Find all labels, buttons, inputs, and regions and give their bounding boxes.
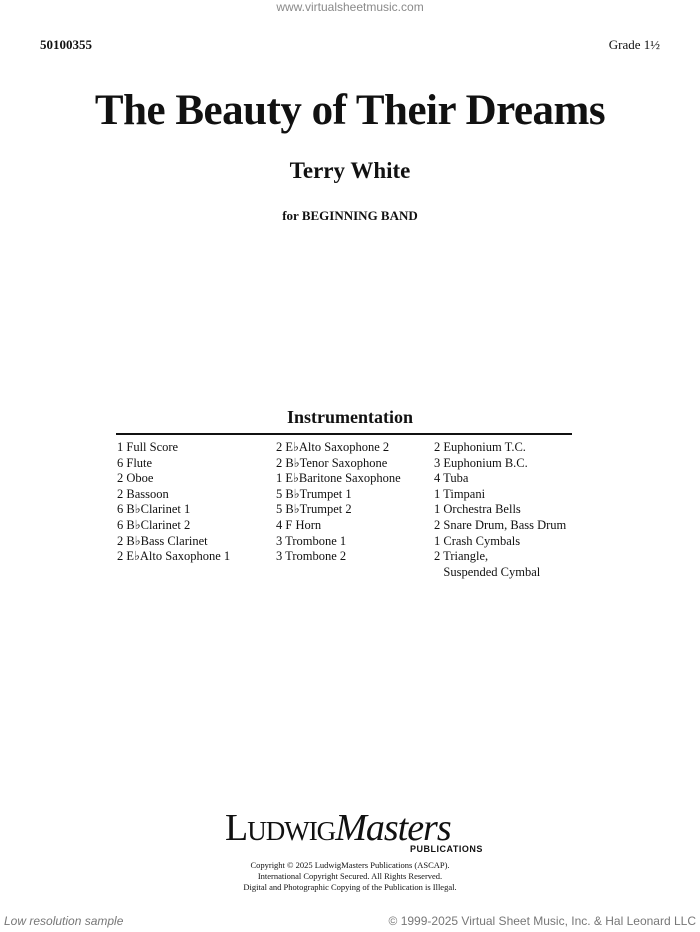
- sample-note: Low resolution sample: [4, 914, 124, 928]
- instrument-item: 2 Bassoon: [117, 486, 169, 501]
- instrument-item: 1 Orchestra Bells: [434, 502, 521, 517]
- instrument-item: 6 Flute: [117, 455, 153, 470]
- instrument-item: 3 Trombone 2: [276, 549, 347, 564]
- instrument-item: 4 F Horn: [276, 517, 322, 532]
- instrument-item: 6 B♭Clarinet 2: [117, 517, 191, 532]
- instrumentation-divider: [116, 433, 572, 435]
- logo-text-ludwig: Ludwig: [225, 807, 336, 849]
- copyright-line: International Copyright Secured. All Rights Reserved.: [257, 871, 443, 881]
- instrument-list-column-3: [434, 440, 566, 580]
- instrument-item: 2 Euphonium T.C.: [434, 440, 526, 454]
- logo-text-masters: Masters: [335, 807, 451, 849]
- instrument-list-column-1: [117, 440, 230, 565]
- instrument-item: 2 Triangle,: [434, 549, 489, 564]
- instrument-item: 1 Crash Cymbals: [434, 533, 521, 548]
- instrument-item: 5 B♭Trumpet 1: [276, 486, 352, 501]
- copyright-line: Digital and Photographic Copying of the Publication is Illegal.: [243, 882, 457, 892]
- page-title: The Beauty of Their Dreams: [94, 87, 606, 134]
- instrumentation-heading: Instrumentation: [286, 407, 413, 427]
- instrument-item: 2 Snare Drum, Bass Drum: [434, 517, 567, 532]
- instrument-item: 2 Oboe: [117, 471, 154, 486]
- instrument-item: 2 E♭Alto Saxophone 1: [117, 549, 231, 564]
- copyright-line: Copyright © 2025 LudwigMasters Publications (ASCAP).: [250, 860, 450, 870]
- instrument-item: 1 Timpani: [434, 486, 486, 501]
- footer-copyright: © 1999-2025 Virtual Sheet Music, Inc. & Hal Leonard LLC: [388, 914, 696, 928]
- instrument-item: 4 Tuba: [434, 471, 469, 486]
- logo-subtext: PUBLICATIONS: [410, 844, 483, 854]
- instrument-item: 3 Euphonium B.C.: [434, 455, 528, 470]
- instrument-item: 2 E♭Alto Saxophone 2: [276, 440, 390, 454]
- instrument-item: 1 Full Score: [117, 440, 179, 454]
- instrument-list-column-2: [276, 440, 401, 565]
- grade-level: Grade 1½: [608, 37, 660, 52]
- instrument-item: 6 B♭Clarinet 1: [117, 502, 191, 517]
- copyright-notice: [0, 860, 700, 893]
- ensemble-label: for BEGINNING BAND: [282, 208, 418, 223]
- instrument-item: 2 B♭Tenor Saxophone: [276, 455, 388, 470]
- instrument-item: 3 Trombone 1: [276, 533, 347, 548]
- instrument-item: 2 B♭Bass Clarinet: [117, 533, 208, 548]
- instrument-item: 1 E♭Baritone Saxophone: [276, 471, 401, 486]
- publisher-logo: [0, 806, 700, 866]
- catalog-number: 50100355: [40, 37, 92, 52]
- instrument-item: Suspended Cymbal: [434, 564, 541, 579]
- watermark-url: www.virtualsheetmusic.com: [276, 0, 424, 14]
- composer-name: Terry White: [289, 158, 411, 183]
- instrument-item: 5 B♭Trumpet 2: [276, 502, 352, 517]
